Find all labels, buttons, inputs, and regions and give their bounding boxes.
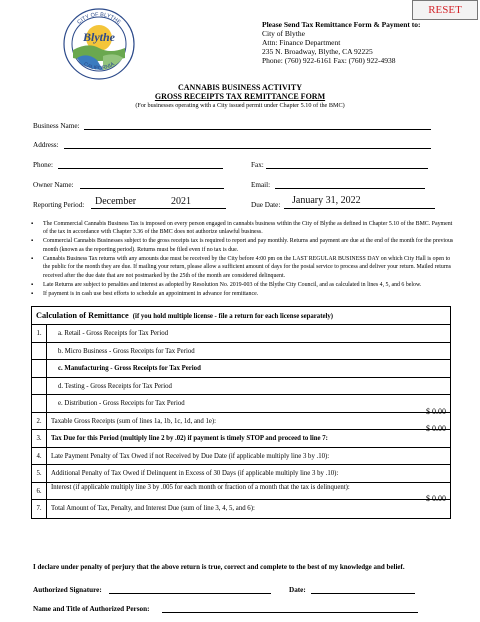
fax-input[interactable] — [266, 168, 428, 169]
business-name-input[interactable] — [84, 129, 431, 130]
calc-row-label: Tax Due for this Period (multiply line 2 by .02) if payment is timely STOP and proceed to line 7: — [51, 435, 328, 442]
declaration-text: I declare under penalty of perjury that the above return is true, correct and complete to the best of my knowledge and belief. — [33, 563, 405, 571]
address-input[interactable] — [64, 148, 431, 149]
calc-row-number: 7. — [32, 500, 47, 518]
calc-row — [32, 483, 450, 501]
calc-row-number: 6. — [32, 483, 47, 500]
calc-row-label: e. Distribution - Gross Receipts for Tax Period — [58, 400, 185, 407]
name-title-label: Name and Title of Authorized Person: — [33, 605, 150, 613]
calc-row-label: a. Retail - Gross Receipts for Tax Period — [58, 330, 169, 337]
calc-row-label: Additional Penalty of Tax Owed if Delinquent in Excess of 30 Days (if applicable multiply line 3 by .10): — [51, 470, 339, 477]
calc-row-label: Total Amount of Tax, Penalty, and Interest Due (sum of line 3, 4, 5, and 6): — [51, 505, 255, 512]
instruction-item: ▪ Late Returns are subject to penalties and interest as adopted by Resolution No. 2019-003 of the Blythe City Council, and as calculated in lines 4, 5, and 6 below. — [33, 281, 458, 289]
email-label: Email: — [251, 181, 271, 189]
calc-amount-value: $ 0.00 — [426, 406, 446, 416]
calc-row-number — [32, 343, 47, 360]
calc-row-number — [32, 395, 47, 412]
calc-amount-field[interactable] — [414, 465, 450, 482]
instruction-item: ▪ Cannabis Business Tax returns with any amounts due must be received by the City before 4:00 pm on the LAST REGULAR BUSINESS DAY on which City Hall is open to the public for the month they are due. If mailing your return, please allow a sufficient amount of days for the postal service to process and deliver your return. Mailed returns received after the due date that are not postmarked by the 25th of the month are considered delinquent. — [33, 255, 458, 280]
calc-row — [32, 406, 450, 431]
svg-text:CITY OF BLYTHE: CITY OF BLYTHE — [76, 11, 122, 26]
calc-row — [32, 343, 450, 361]
form-title-2: GROSS RECEIPTS TAX REMITTANCE FORM — [154, 92, 326, 101]
phone-label: Phone: — [33, 161, 53, 169]
address-label: Address: — [33, 141, 59, 149]
reporting-year-value[interactable]: 2021 — [171, 196, 191, 207]
due-date-input[interactable] — [284, 208, 435, 209]
svg-text:CALIFORNIA: CALIFORNIA — [82, 61, 116, 72]
instructions-list — [33, 220, 458, 299]
calc-row-label: d. Testing - Gross Receipts for Tax Period — [58, 382, 172, 390]
calculation-header: Calculation of Remittance (if you hold multiple license - file a return for each license separately) — [32, 307, 450, 325]
date-input[interactable] — [311, 593, 415, 594]
calc-row-number: 2. — [32, 413, 47, 430]
calc-row — [32, 448, 450, 466]
calc-row — [32, 465, 450, 483]
calc-row — [32, 360, 450, 378]
form-title-1: CANNABIS BUSINESS ACTIVITY — [177, 83, 303, 92]
reset-button[interactable]: RESET — [412, 0, 478, 20]
name-title-input[interactable] — [162, 612, 418, 613]
instruction-item: ▪ Commercial Cannabis Businesses subject to the gross receipts tax is required to report and pay monthly. Returns and payment are due at the end of the month for the previous month (known as the reporting period). Returns must be filed even if no tax is due. — [33, 237, 458, 254]
owner-name-label: Owner Name: — [33, 181, 74, 189]
calc-row — [32, 494, 450, 518]
calc-row-number: 4. — [32, 448, 47, 465]
remit-line-1: City of Blythe — [262, 29, 305, 38]
calc-row-label: Late Payment Penalty of Tax Owed if not Received by Due Date (if applicable multiply line 3 by .10): — [51, 452, 330, 460]
calc-amount-field[interactable] — [414, 424, 450, 447]
calc-amount-field[interactable] — [414, 448, 450, 465]
calc-row — [32, 395, 450, 413]
calc-row-number — [32, 378, 47, 395]
instruction-item: ▪ The Commercial Cannabis Business Tax is imposed on every person engaged in cannabis business within the City of Blythe as defined in Chapter 5.10 of the BMC. Payment of the tax in accordance with Chapter 3.36 of the BMC does not authorize unlawful business. — [33, 220, 458, 237]
phone-input[interactable] — [58, 168, 223, 169]
calc-row-label: c. Manufacturing - Gross Receipts for Tax Period — [58, 365, 201, 372]
calc-row-label: Interest (if applicable multiply line 3 by .005 for each month or fraction of a month that the tax is delinquent): — [51, 483, 350, 491]
due-date-label: Due Date: — [251, 201, 281, 209]
calc-row-number: 5. — [32, 465, 47, 482]
remit-line-4: Phone: (760) 922-6161 Fax: (760) 922-4938 — [262, 56, 396, 65]
remit-line-2: Attn: Finance Department — [262, 38, 341, 47]
business-name-label: Business Name: — [33, 122, 80, 130]
calc-amount-value: $ 0.00 — [426, 494, 446, 503]
calc-amount-field[interactable] — [414, 343, 450, 360]
calc-amount-field[interactable] — [414, 325, 450, 342]
remit-heading: Please Send Tax Remittance Form & Payment to: — [262, 20, 421, 29]
calc-row — [32, 378, 450, 396]
reporting-month-value[interactable]: December — [95, 196, 137, 207]
reporting-period-input[interactable] — [91, 208, 226, 209]
calc-row — [32, 424, 450, 448]
owner-name-input[interactable] — [80, 188, 224, 189]
date-label: Date: — [289, 586, 306, 594]
calculation-header-note: (if you hold multiple license - file a return for each license separately) — [132, 313, 334, 320]
calc-row-label: b. Micro Business - Gross Receipts for Tax Period — [58, 347, 195, 355]
calc-row-number — [32, 360, 47, 377]
calc-amount-field[interactable] — [414, 494, 450, 518]
reporting-period-label: Reporting Period: — [33, 201, 85, 209]
calc-amount-field[interactable] — [414, 378, 450, 395]
calc-row-number: 3. — [32, 430, 47, 447]
due-date-value[interactable]: January 31, 2022 — [292, 195, 361, 206]
signature-label: Authorized Signature: — [33, 586, 102, 594]
instruction-item: ▪ If payment is in cash use best efforts to schedule an appointment in advance for remittance. — [33, 290, 458, 298]
seal-name: Blythe — [83, 30, 115, 44]
fax-label: Fax: — [251, 161, 264, 169]
calc-amount-value: $ 0.00 — [426, 424, 446, 433]
calculation-table — [31, 306, 451, 519]
calc-amount-field[interactable] — [414, 360, 450, 377]
calc-row — [32, 325, 450, 343]
signature-input[interactable] — [109, 593, 271, 594]
remit-line-3: 235 N. Broadway, Blythe, CA 92225 — [262, 47, 373, 56]
form-subtitle: (For businesses operating with a City issued permit under Chapter 5.10 of the BMC) — [135, 102, 345, 109]
email-input[interactable] — [275, 188, 425, 189]
city-seal-logo — [63, 8, 135, 80]
calc-row-number: 1. — [32, 325, 47, 342]
calc-row-label: Taxable Gross Receipts (sum of lines 1a, 1b, 1c, 1d, and 1e): — [51, 417, 217, 425]
